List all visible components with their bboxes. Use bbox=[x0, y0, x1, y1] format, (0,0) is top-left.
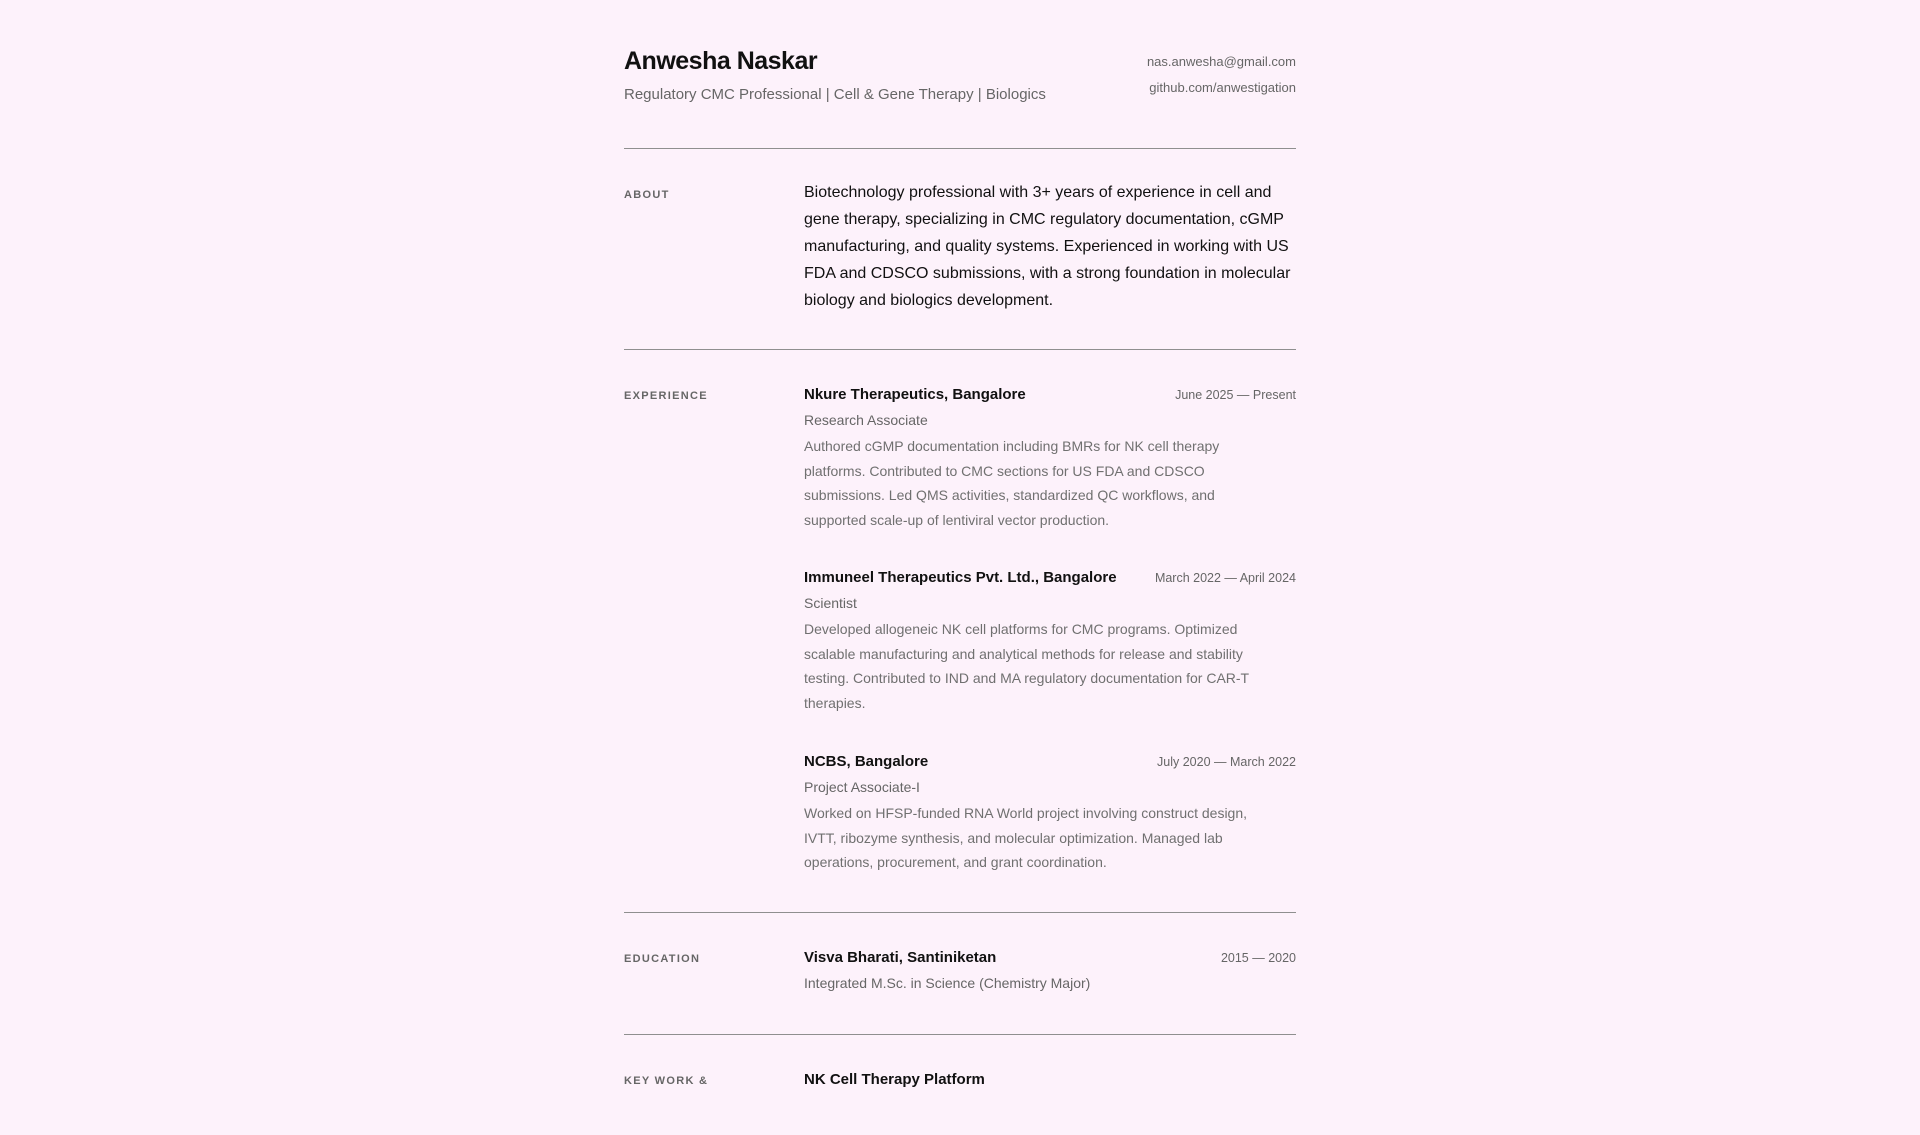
section-label-key-work: KEY WORK & bbox=[624, 1075, 709, 1087]
date-range: 2015 — 2020 bbox=[1220, 951, 1296, 965]
key-work-entry bbox=[804, 1071, 1296, 1089]
key-work-section bbox=[624, 1035, 1296, 1135]
tagline: Regulatory CMC Professional | Cell & Gene Therapy | Biologics bbox=[624, 86, 1046, 103]
experience-entry bbox=[804, 569, 1296, 715]
about-section bbox=[624, 149, 1296, 349]
job-description: Developed allogeneic NK cell platforms for CMC programs. Optimized scalable manufacturing and analytical methods for release and stability testing. Contributed to IND and MA regulatory documentation for CAR-T therapies. bbox=[804, 621, 1249, 711]
github-link[interactable]: github.com/anwestigation bbox=[1149, 80, 1296, 95]
section-label-education: EDUCATION bbox=[624, 953, 701, 965]
company-name: NCBS, Bangalore bbox=[804, 753, 929, 770]
job-role: Project Associate-I bbox=[804, 779, 920, 795]
resume-header bbox=[624, 0, 1296, 148]
contact-info bbox=[1147, 54, 1296, 106]
experience-entry bbox=[804, 753, 1296, 875]
experience-entry bbox=[804, 386, 1296, 532]
job-description: Worked on HFSP-funded RNA World project involving construct design, IVTT, ribozyme synthesis, and molecular optimization. Managed lab operations, procurement, and grant coordination. bbox=[804, 805, 1248, 870]
job-description: Authored cGMP documentation including BMRs for NK cell therapy platforms. Contributed to CMC sections for US FDA and CDSCO submissions. Led QMS activities, standardized QC workflows, and supported scale-up of lentiviral vector production. bbox=[804, 438, 1220, 528]
education-entry bbox=[804, 949, 1296, 991]
about-text: Biotechnology professional with 3+ years of experience in cell and gene therapy, specializing in CMC regulatory documentation, cGMP manufacturing, and quality systems. Experienced in working with US FDA and CDSCO submissions, with a strong foundation in molecular biology and biologics development. bbox=[804, 184, 1291, 309]
date-range: July 2020 — March 2022 bbox=[1157, 755, 1296, 769]
section-label-experience: EXPERIENCE bbox=[624, 390, 708, 402]
degree: Integrated M.Sc. in Science (Chemistry Major) bbox=[804, 975, 1091, 991]
project-title: NK Cell Therapy Platform bbox=[804, 1071, 985, 1088]
company-name: Immuneel Therapeutics Pvt. Ltd., Bangalore bbox=[804, 569, 1117, 586]
person-name: Anwesha Naskar bbox=[624, 47, 818, 75]
job-role: Research Associate bbox=[804, 412, 928, 428]
company-name: Nkure Therapeutics, Bangalore bbox=[804, 386, 1026, 403]
date-range: June 2025 — Present bbox=[1175, 388, 1296, 402]
institution-name: Visva Bharati, Santiniketan bbox=[804, 949, 997, 966]
resume-page bbox=[624, 0, 1296, 1135]
job-role: Scientist bbox=[804, 595, 857, 611]
email-link[interactable]: nas.anwesha@gmail.com bbox=[1146, 54, 1296, 69]
experience-section bbox=[624, 350, 1296, 912]
date-range: March 2022 — April 2024 bbox=[1154, 571, 1296, 585]
education-section bbox=[624, 913, 1296, 1034]
section-label-about: ABOUT bbox=[624, 189, 670, 201]
